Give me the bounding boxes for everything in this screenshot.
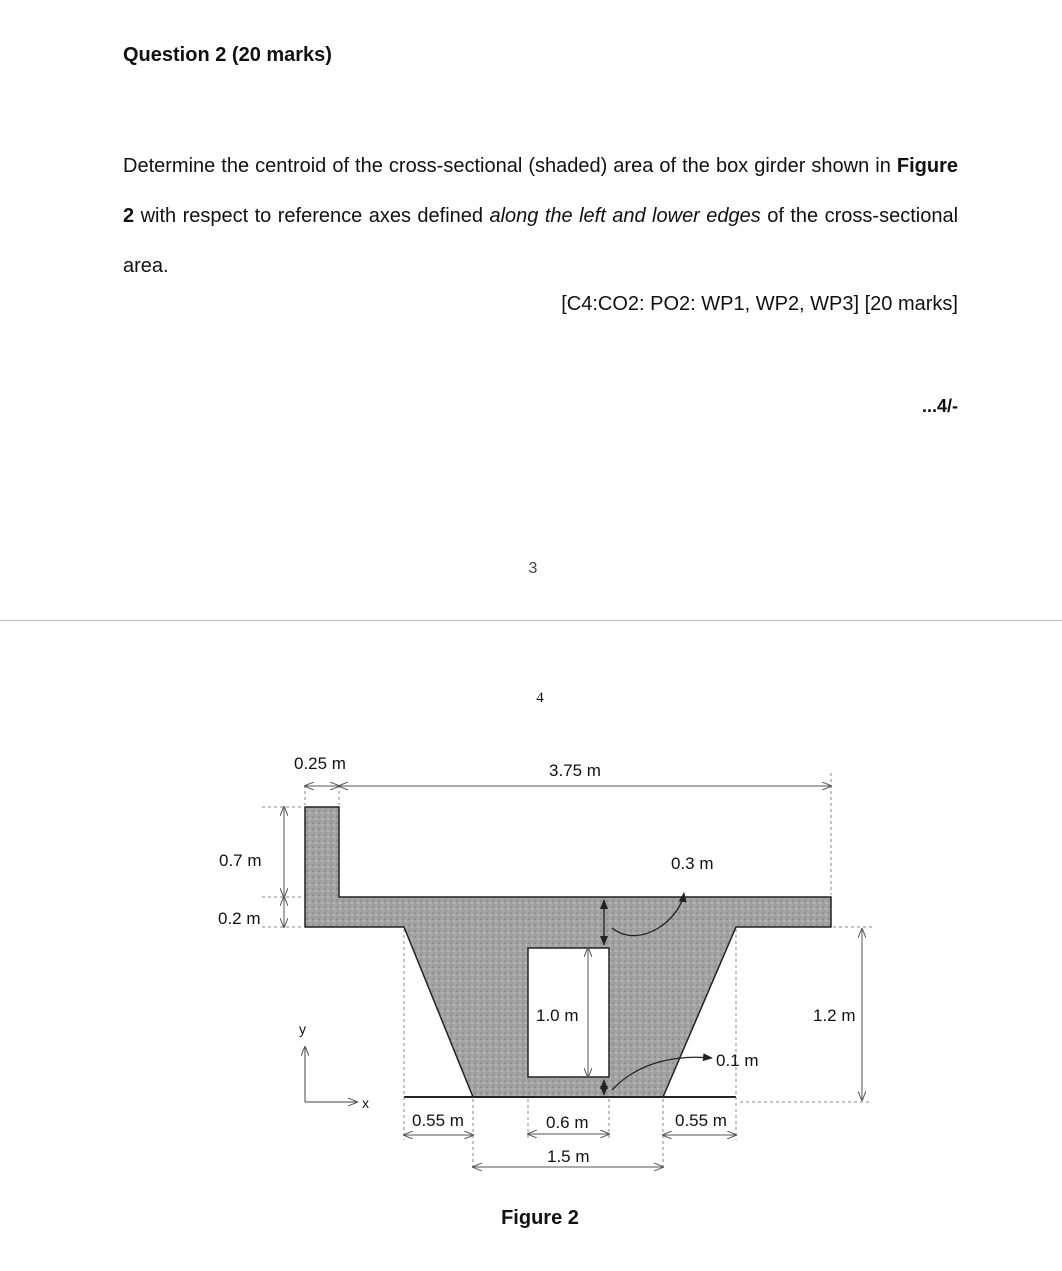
label-hole-height: 1.0 m: [536, 1006, 579, 1025]
page-number: 3: [528, 560, 538, 577]
label-top-thickness: 0.3 m: [671, 854, 714, 873]
label-x-axis: x: [362, 1095, 369, 1111]
label-right-offset: 0.55 m: [675, 1111, 727, 1130]
question-text-part1: Determine the centroid of the cross-sectional (shaded) area of the box girder shown in: [123, 155, 891, 177]
figure-reference: Figure 2: [123, 155, 958, 227]
label-bottom-width: 1.5 m: [547, 1147, 590, 1166]
label-left-offset: 0.55 m: [412, 1111, 464, 1130]
page-number-next: 4: [536, 690, 544, 706]
label-left-height: 0.7 m: [219, 851, 262, 870]
label-bottom-thickness: 0.1 m: [716, 1051, 759, 1070]
figure-caption: Figure 2: [501, 1207, 579, 1229]
question-text-part3: of the cross-sectional area.: [123, 205, 959, 277]
label-flange-thickness: 0.2 m: [218, 909, 261, 928]
label-total-height: 1.2 m: [813, 1006, 856, 1025]
continuation-marker: ...4/-: [921, 396, 958, 416]
question-text-emphasis: along the left and lower edges: [489, 205, 761, 227]
label-flange-length: 3.75 m: [549, 761, 601, 780]
label-hole-width: 0.6 m: [546, 1113, 589, 1132]
question-title: Question 2 (20 marks): [123, 44, 332, 66]
label-y-axis: y: [299, 1021, 306, 1037]
label-left-wall-width: 0.25 m: [294, 754, 346, 773]
question-text-part2: with respect to reference axes defined: [134, 205, 490, 227]
marks-allocation: [C4:CO2: PO2: WP1, WP2, WP3] [20 marks]: [561, 293, 958, 315]
